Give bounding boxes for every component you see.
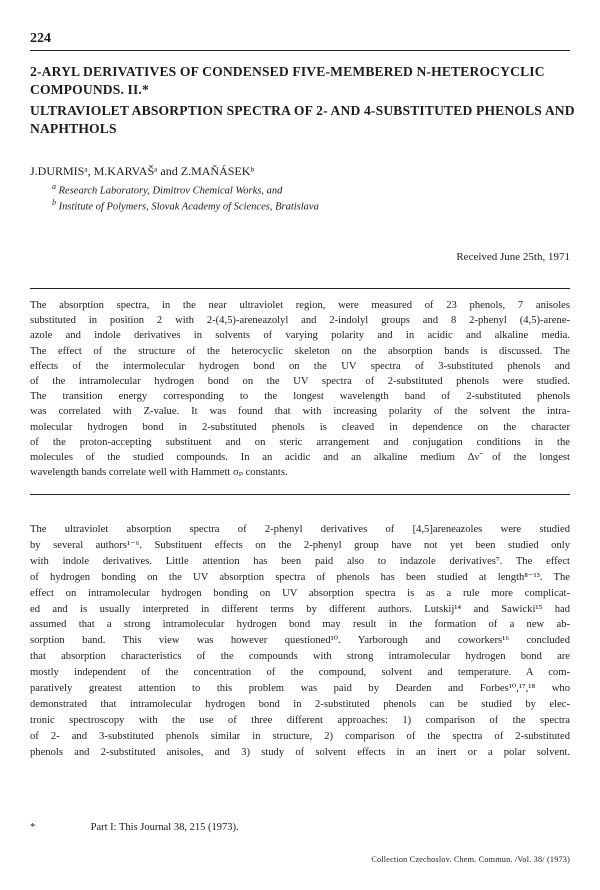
body-line: mostly independent of the concentration of the compound, solvent and temperature. A com- [30,667,570,679]
affiliation-text: Institute of Polymers, Slovak Academy of Sciences, Bratislava [58,201,319,213]
body-line: assumed that a strong intramolecular hydrogen bond may result in the formation of a new ab- [30,619,570,631]
footnote-mark: * [30,822,36,833]
abstract-line: wavelength bands correlate well with Hammett σₚ constants. [30,467,288,479]
page-number: 224 [30,31,51,46]
abstract-line: molecules of the studied compounds. In an acidic and an alkaline medium Δν̃ of the longest [30,452,570,464]
article-subtitle: ULTRAVIOLET ABSORPTION SPECTRA OF 2- AND 4-SUBSTITUTED PHENOLS AND NAPHTHOLS [30,103,575,136]
abstract-line: The effect of the structure of the heterocyclic skeleton on the absorption bands is discussed. The [30,345,570,357]
header-rule [30,50,570,51]
running-footer: Collection Czechoslov. Chem. Commun. /Vol. 38/ (1973) [371,855,570,864]
body-line: ed and is usually interpreted in different terms by different authors. Lutskij¹⁴ and Sawicki¹⁵ had [30,603,570,615]
affiliation-text: Research Laboratory, Dimitrov Chemical Works, and [58,185,283,197]
abstract-line: of the intramolecular hydrogen bond on the UV spectra of 2-substituted phenols were studied. [30,376,570,388]
abstract-line: molecular hydrogen bond in 2-substituted phenols is cleaved in dependence on the character [30,421,570,433]
body-line: phenols and 2-substituted anisoles, and 3) study of solvent effects in an inert or a polar solvent. [30,746,570,758]
received-date: Received June 25th, 1971 [456,251,570,263]
body-line: that absorption characteristics of the compounds with strong intramolecular hydrogen bond are [30,651,570,663]
author-list: J.DURMISᵃ, M.KARVAŠᵃ and Z.MAŇÁSEKᵇ [30,164,255,178]
body-line: effect on intramolecular hydrogen bonding on UV absorption spectra is as a rule more complicat- [30,587,570,599]
body-line: paratively greatest attention to this problem was paid by Dearden and Forbes¹⁰,¹⁷,¹⁸ who [30,683,570,695]
abstract-line: The absorption spectra, in the near ultraviolet region, were measured of 23 phenols, 7 anisoles [30,300,570,311]
body-line: with indole derivatives. Little attention has been paid also to indazole derivatives⁷. The effect [30,555,570,567]
affiliation-mark: b [52,198,56,207]
article-title: 2-ARYL DERIVATIVES OF CONDENSED FIVE-MEMBERED N-HETEROCYCLIC COMPOUNDS. II.* [30,64,545,97]
abstract-line: of the proton-accepting substituent and on steric arrangement and conjugation conditions in the [30,436,570,448]
body-line: sorption band. This view was however questioned¹⁰. Yarborough and coworkers¹⁶ concluded [30,635,570,647]
abstract-line: effects of the intermolecular hydrogen bond on the UV spectra of 3-substituted phenols and [30,360,570,372]
abstract [30,298,570,480]
abstract-line: azole and indole derivatives in solvents of varying polarity and in acidic and alkaline media. [30,330,570,342]
affiliation-mark: a [52,182,56,191]
body-line: demonstrated that intramolecular hydrogen bond in 2-substituted phenols can be studied by elec- [30,698,570,710]
body-line: of 2- and 3-substituted phenols similar in structure, 2) comparison of the spectra of 2-substituted [30,730,570,742]
abstract-bottom-rule [30,494,570,495]
body-line: of hydrogen bonding on the UV absorption spectra of phenols has been studied at length⁸⁻¹³. The [30,571,570,583]
body-line: tronic spectroscopy with the use of three different approaches: 1) comparison of the spectra [30,714,570,726]
body-line: by several authors¹⁻⁶. Substituent effects on the 2-phenyl group have not yet been studied only [30,539,570,551]
footnote [30,822,239,833]
body-line: The ultraviolet absorption spectra of 2-phenyl derivatives of [4,5]areneazoles were studied [30,524,570,535]
abstract-line: The transition energy corresponding to the longest wavelength band of 2-substituted phenols [30,391,570,403]
affiliation-a [52,182,282,197]
body-paragraph [30,522,570,761]
abstract-line: was correlated with Z-value. It was found that with increasing polarity of the solvent the intra- [30,406,570,418]
abstract-line: substituted in position 2 with 2-(4,5)-areneazolyl and 2-indolyl groups and 8 2-phenyl (4,5)-arene- [30,315,570,327]
footnote-text: Part I: This Journal 38, 215 (1973). [90,822,239,833]
affiliation-b [52,198,319,213]
abstract-top-rule [30,288,570,289]
